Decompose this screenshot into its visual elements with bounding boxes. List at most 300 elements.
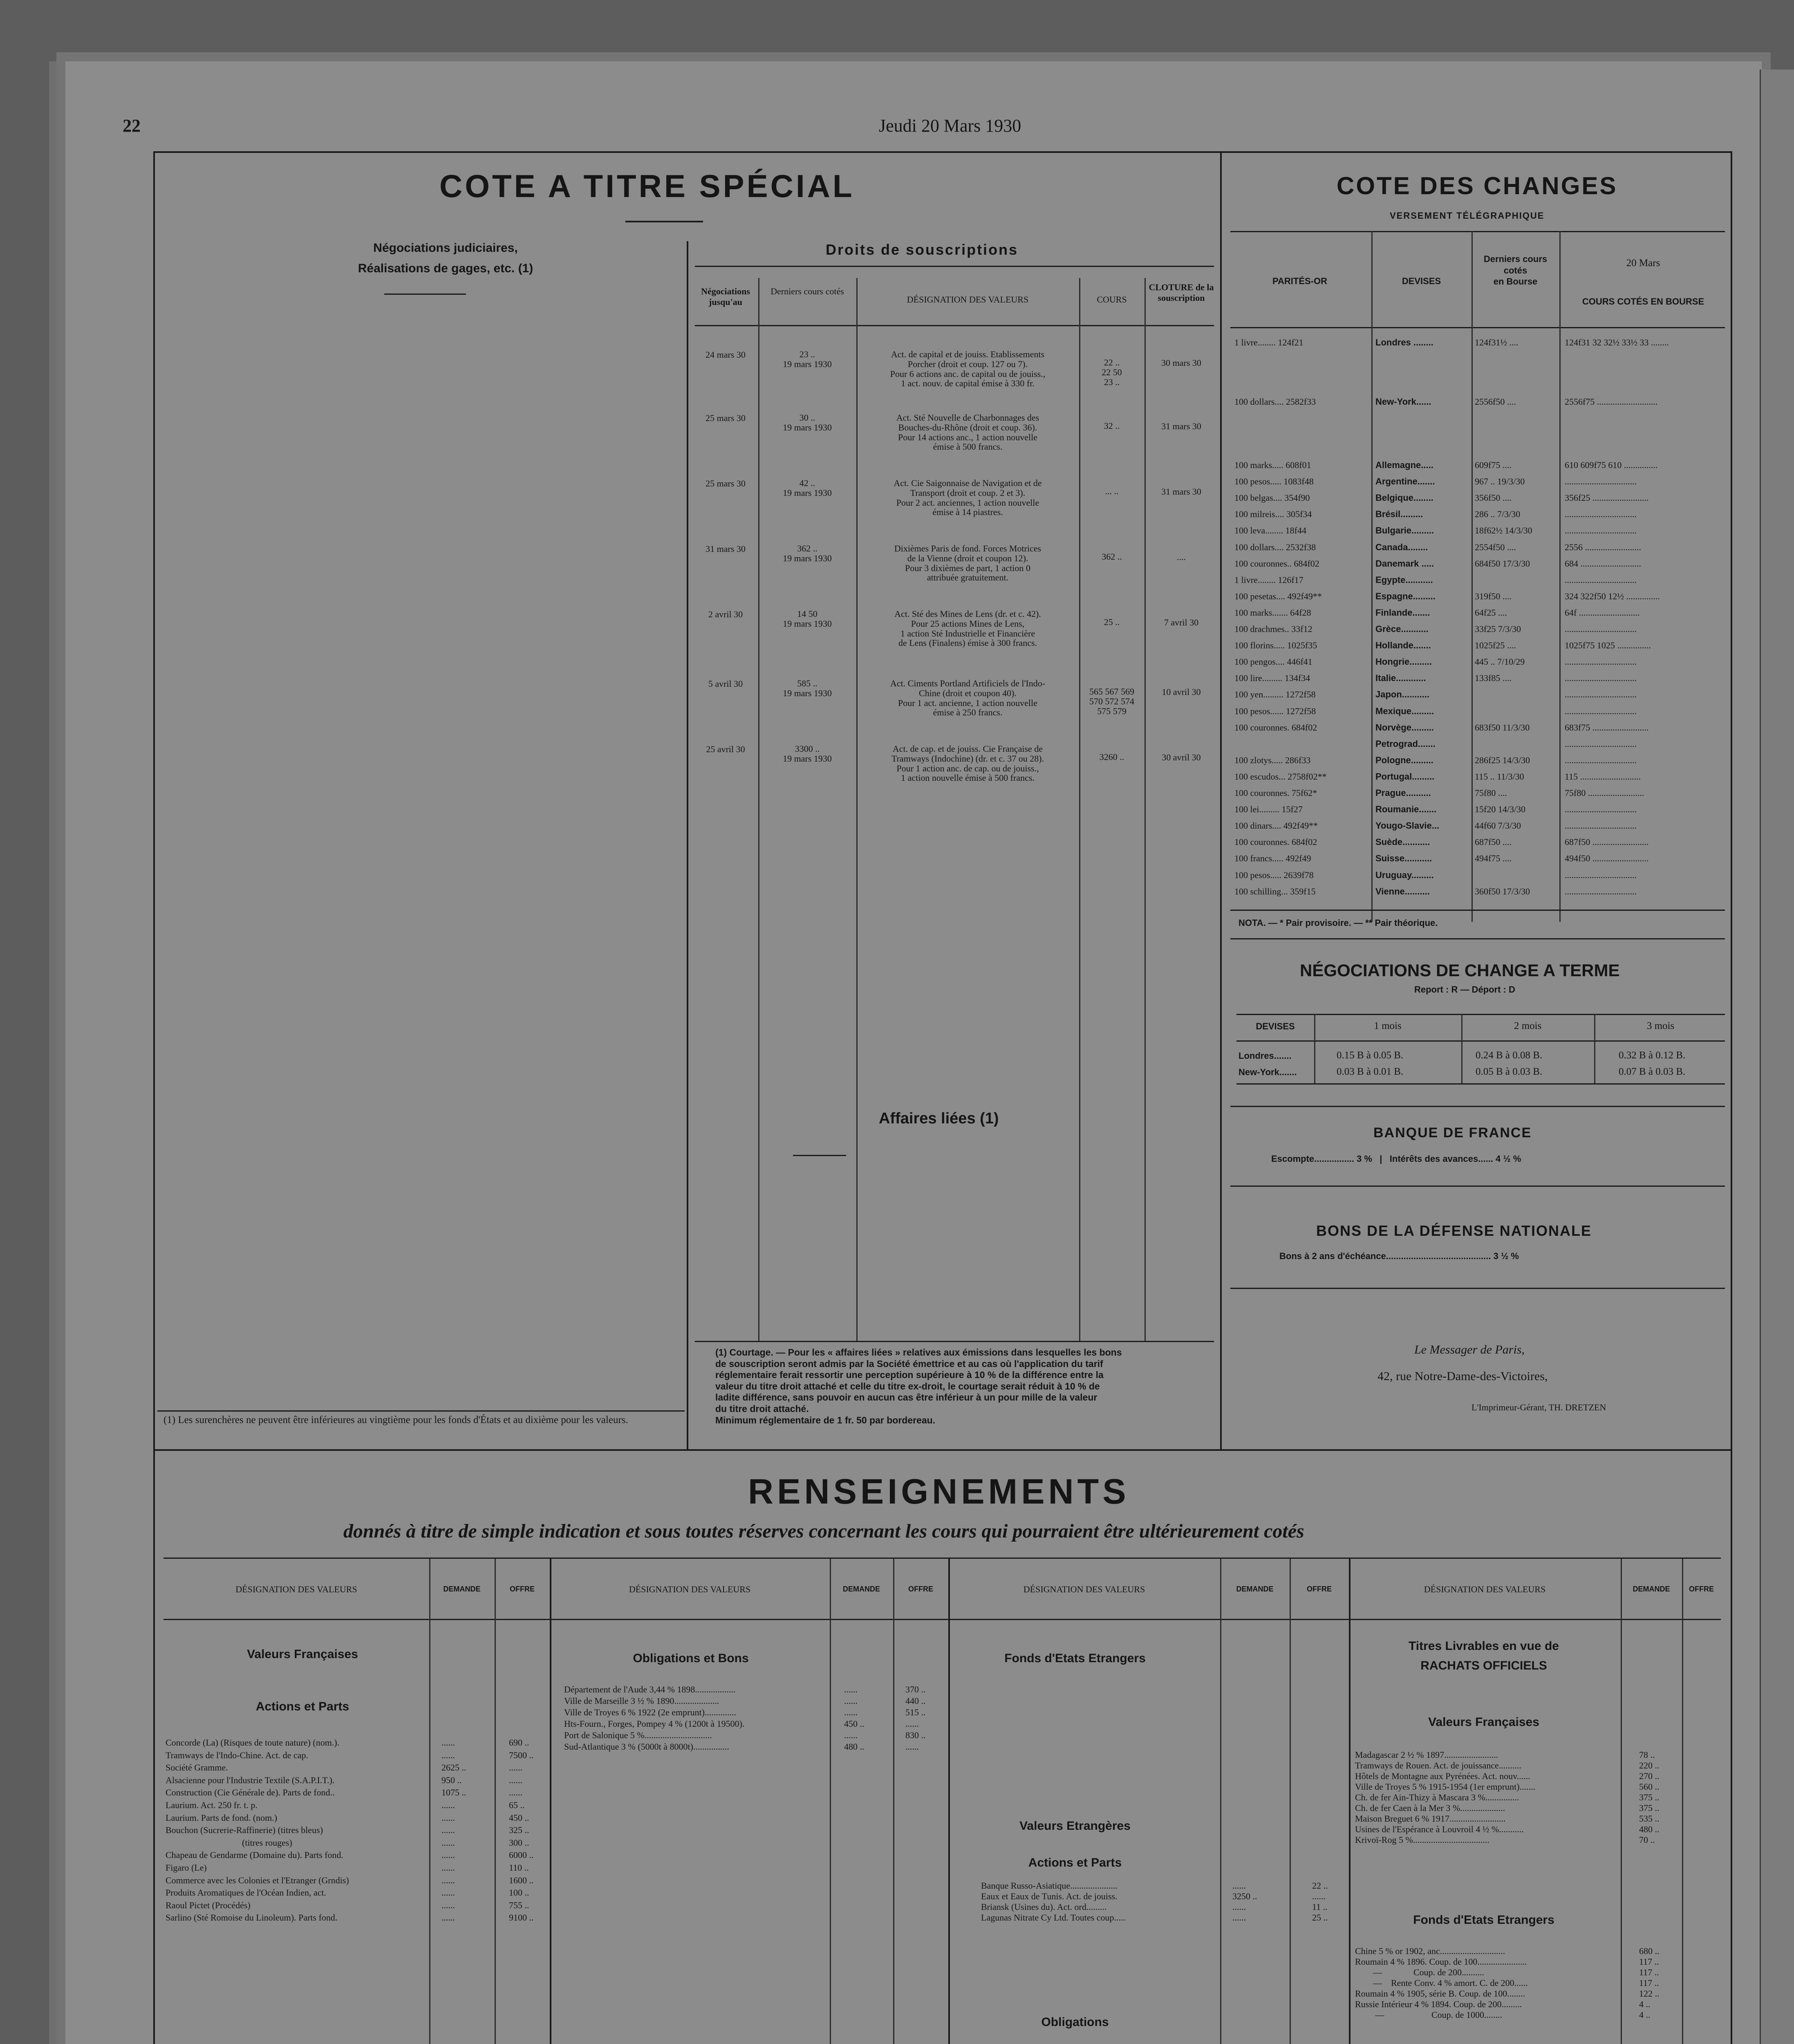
- changes-dernier: 2556f50 ....: [1475, 397, 1516, 407]
- terme-m2-1: 0.05 B à 0.03 B.: [1476, 1066, 1543, 1077]
- changes-dernier: 124f31½ ....: [1475, 337, 1519, 347]
- next-page-edge: [1760, 69, 1794, 2044]
- droits-head-cours: COURS: [1097, 294, 1127, 305]
- droits-date: 25 mars 30: [706, 478, 746, 489]
- droits-date: 5 avril 30: [708, 679, 743, 689]
- rens-item: 370 ..: [905, 1684, 926, 1694]
- rens-item: 450 ..: [509, 1813, 529, 1823]
- droits-cours: ... ..: [1105, 486, 1119, 496]
- droits-designation: Act. Sté Nouvelle de Charbonnages des Bouches-du-Rhône (droit et coup. 36). Pour 14 actions anc., 1 action nouvelle émise à 500 francs.: [896, 412, 1039, 452]
- changes-parite: 100 couronnes.. 684f02: [1234, 558, 1319, 569]
- rens-item: 11 ..: [1312, 1902, 1328, 1912]
- rens-item: ......: [441, 1750, 455, 1760]
- changes-dernier: 494f75 ....: [1475, 853, 1512, 863]
- rens-item: Laurium. Act. 250 fr. t. p.: [166, 1800, 258, 1810]
- changes-devise: Suède...........: [1375, 837, 1430, 847]
- changes-cours: ................................: [1565, 624, 1637, 634]
- changes-parite: 100 yen......... 1272f58: [1234, 689, 1316, 699]
- droits-designation: Act. Cie Saigonnaise de Navigation et de Transport (droit et coup. 2 et 3). Pour 2 act. anciennes, 1 action nouvelle émise à 14 piastres.: [894, 478, 1042, 518]
- rens-head-offre: OFFRE: [510, 1585, 535, 1593]
- droits-title: Droits de souscriptions: [826, 241, 1019, 258]
- changes-parite: 100 couronnes. 684f02: [1234, 722, 1317, 733]
- changes-dernier: 445 .. 7/10/29: [1475, 657, 1525, 667]
- rens-item: 680 ..: [1639, 1946, 1660, 1956]
- rens-head-designation: DÉSIGNATION DES VALEURS: [629, 1584, 751, 1594]
- changes-cours: 64f ...........................: [1565, 607, 1640, 618]
- droits-cloture: 30 mars 30: [1161, 358, 1201, 368]
- changes-cours: 2556f75 ...........................: [1565, 397, 1658, 407]
- rens-item: ......: [441, 1912, 455, 1923]
- droits-rule-top: [695, 266, 1214, 267]
- rens-item: ......: [844, 1696, 858, 1706]
- changes-devise: Norvège.........: [1375, 722, 1434, 733]
- changes-devise: Yougo-Slavie...: [1375, 820, 1440, 831]
- rens-item: 755 ..: [509, 1900, 529, 1910]
- changes-devise: New-York......: [1375, 397, 1431, 407]
- changes-dernier: 683f50 11/3/30: [1475, 722, 1530, 733]
- rens-head-offre: OFFRE: [908, 1585, 933, 1593]
- droits-head-cours-cote: Derniers cours cotés: [770, 286, 844, 296]
- rens-item: Raoul Pictet (Procédés): [166, 1900, 251, 1910]
- title-rule: [625, 221, 703, 222]
- rens-item: ......: [905, 1741, 919, 1752]
- rens-item: 480 ..: [1639, 1824, 1660, 1834]
- rens-item: 110 ..: [509, 1862, 529, 1873]
- changes-dernier: 684f50 17/3/30: [1475, 558, 1530, 569]
- rens-head-offre: OFFRE: [1307, 1585, 1332, 1593]
- cote-titre-title: COTE A TITRE SPÉCIAL: [439, 168, 855, 204]
- changes-parite: 1 livre........ 126f17: [1234, 575, 1304, 585]
- terme-rule-bottom: [1236, 1083, 1725, 1085]
- changes-parite: 100 francs..... 492f49: [1234, 853, 1311, 863]
- rens-item: 950 ..: [441, 1775, 462, 1785]
- rens-item: Russie Intérieur 4 % 1894. Coup. de 200.........: [1355, 1999, 1522, 2009]
- rens-item: 65 ..: [509, 1800, 525, 1810]
- rens-item: 1075 ..: [441, 1787, 466, 1797]
- changes-devise: Hongrie.........: [1375, 657, 1432, 667]
- page-spine: [49, 61, 65, 2044]
- changes-cours: 356f25 .........................: [1565, 493, 1649, 503]
- terme-sep-3: [1594, 1014, 1595, 1083]
- rens-sep-demande: [1220, 1559, 1221, 2044]
- rens-item: Commerce avec les Colonies et l'Etranger (Grndis): [166, 1875, 349, 1885]
- droits-cours: 32 ..: [1104, 421, 1120, 431]
- changes-dernier: 133f85 ....: [1475, 673, 1512, 683]
- changes-devise: Suisse...........: [1375, 853, 1432, 863]
- changes-cours: ................................: [1565, 886, 1637, 896]
- renseignements-subtitle: donnés à titre de simple indication et sous toutes réserves concernant les cours qui pourraient être ultérieurement cotés: [343, 1520, 1304, 1542]
- rens-col1-h1: Valeurs Françaises: [247, 1647, 358, 1661]
- droits-cours-cote: 3300 .. 19 mars 1930: [783, 744, 832, 764]
- rens-item: 4 ..: [1639, 1999, 1651, 2009]
- droits-head-date: Négociations jusqu'au: [701, 286, 750, 307]
- changes-head-date: 20 Mars: [1626, 258, 1660, 269]
- rens-item: 1600 ..: [509, 1875, 534, 1885]
- changes-dernier: 44f60 7/3/30: [1475, 820, 1521, 831]
- changes-devise: Argentine.......: [1375, 476, 1435, 486]
- rens-item: Tramways de l'Indo-Chine. Act. de cap.: [166, 1750, 308, 1760]
- renseignements-title: RENSEIGNEMENTS: [748, 1472, 1130, 1511]
- changes-cours: ................................: [1565, 706, 1637, 716]
- rens-item: 6000 ..: [509, 1850, 534, 1860]
- changes-parite: 100 dollars.... 2582f33: [1234, 397, 1316, 407]
- rens-item: ......: [509, 1787, 522, 1797]
- rens-item: — Coup. de 1000........: [1355, 2010, 1502, 2020]
- rens-item: 117 ..: [1639, 1967, 1659, 1977]
- changes-parite: 100 milreis.... 305f34: [1234, 509, 1312, 519]
- negociations-line2: Réalisations de gages, etc. (1): [358, 262, 533, 275]
- changes-devise: Espagne.........: [1375, 591, 1436, 601]
- terme-rule-top: [1236, 1014, 1725, 1015]
- droits-designation: Dixièmes Paris de fond. Forces Motrices de la Vienne (droit et coupon 12). Pour 3 dixièmes de part, 1 action 0 attribuée gratuitement.: [894, 543, 1041, 583]
- droits-col-sep-4: [1144, 278, 1146, 1341]
- rens-item: Tramways de Rouen. Act. de jouissance..........: [1355, 1760, 1521, 1771]
- rens-item: 300 ..: [509, 1838, 529, 1848]
- bons-title: BONS DE LA DÉFENSE NATIONALE: [1316, 1222, 1592, 1239]
- terme-sep-2: [1461, 1014, 1463, 1083]
- droits-cours-cote: 362 .. 19 mars 1930: [783, 543, 832, 564]
- rens-item: Roumain 4 % 1896. Coup. de 100......................: [1355, 1957, 1527, 1967]
- changes-parite: 1 livre........ 124f21: [1234, 337, 1304, 347]
- changes-dernier: 360f50 17/3/30: [1475, 886, 1530, 896]
- droits-cloture: ....: [1177, 552, 1186, 562]
- changes-subtitle: VERSEMENT TÉLÉGRAPHIQUE: [1390, 211, 1545, 221]
- rens-item: (titres rouges): [166, 1838, 292, 1848]
- rens-item: Roumain 4 % 1905, série B. Coup. de 100........: [1355, 1988, 1525, 1999]
- terme-title: NÉGOCIATIONS DE CHANGE A TERME: [1300, 961, 1620, 980]
- changes-col-sep-1: [1371, 231, 1373, 922]
- changes-dernier: 609f75 ....: [1475, 460, 1512, 470]
- changes-parite: 100 drachmes.. 33f12: [1234, 624, 1312, 634]
- rens-item: ......: [441, 1813, 455, 1823]
- changes-parite: 100 couronnes. 75f62*: [1234, 788, 1317, 798]
- rens-item: 535 ..: [1639, 1813, 1660, 1824]
- droits-date: 31 mars 30: [706, 544, 746, 554]
- droits-col-sep-2: [856, 278, 858, 1341]
- rens-sep-offre: [495, 1559, 496, 2044]
- droits-designation: Act. de capital et de jouiss. Etablissements Porcher (droit et coup. 127 ou 7). Pour 6 actions anc. de capital ou de jouiss., 1 act. nouv. de capital émise à 330 fr.: [890, 349, 1046, 389]
- changes-devise: Roumanie.......: [1375, 804, 1437, 814]
- rens-item: Sarlino (Sté Romoise du Linoleum). Parts fond.: [166, 1912, 338, 1923]
- changes-parite: 100 lire......... 134f34: [1234, 673, 1310, 683]
- changes-dernier: 18f62½ 14/3/30: [1475, 525, 1532, 536]
- droits-date: 2 avril 30: [708, 609, 743, 619]
- changes-parite: 100 leva........ 18f44: [1234, 525, 1306, 536]
- terme-rule-head: [1236, 1040, 1725, 1042]
- changes-devise: Portugal.........: [1375, 771, 1435, 782]
- changes-devise: Belgique........: [1375, 493, 1433, 503]
- changes-cours: 494f50 .........................: [1565, 853, 1649, 863]
- negociations-rule: [384, 294, 466, 295]
- rens-item: ......: [441, 1825, 455, 1835]
- rens-item: ......: [441, 1900, 455, 1910]
- rens-col3-h2: Valeurs Etrangères: [1019, 1819, 1131, 1833]
- rens-head-designation: DÉSIGNATION DES VALEURS: [1424, 1584, 1546, 1594]
- rens-item: 25 ..: [1312, 1912, 1328, 1923]
- rens-item: Maison Breguet 6 % 1917.........................: [1355, 1813, 1506, 1824]
- affaires-rule: [793, 1155, 846, 1156]
- changes-parite: 100 lei......... 15f27: [1234, 804, 1303, 814]
- rens-item: Ville de Marseille 3 ½ % 1890....................: [564, 1696, 719, 1706]
- changes-cours: 124f31 32 32½ 33½ 33 ........: [1565, 337, 1669, 347]
- rens-head-offre: OFFRE: [1689, 1585, 1714, 1593]
- rens-item: ......: [441, 1838, 455, 1848]
- rens-item: ......: [1232, 1880, 1246, 1891]
- changes-devise: Egypte...........: [1375, 575, 1433, 585]
- droits-col-sep-3: [1079, 278, 1080, 1341]
- rens-item: Ville de Troyes 5 % 1915-1954 (1er emprunt).......: [1355, 1782, 1536, 1792]
- rens-item: Ch. de fer Ain-Thizy à Mascara 3 %...............: [1355, 1792, 1519, 1802]
- banque-rule-top: [1230, 1106, 1725, 1107]
- droits-cours: 565 567 569 570 572 574 575 579: [1089, 686, 1134, 716]
- affaires-liees-title: Affaires liées (1): [879, 1110, 999, 1127]
- changes-devise: Japon...........: [1375, 689, 1430, 699]
- changes-col-sep-3: [1559, 231, 1561, 922]
- changes-parite: 100 marks..... 608f01: [1234, 460, 1311, 470]
- changes-rule-nota: [1230, 938, 1725, 939]
- droits-date: 25 mars 30: [706, 413, 746, 423]
- rens-item: 450 ..: [844, 1719, 865, 1729]
- rens-item: ......: [1232, 1902, 1246, 1912]
- rens-item: 70 ..: [1639, 1835, 1655, 1845]
- droits-designation: Act. Ciments Portland Artificiels de l'Indo- Chine (droit et coupon 40). Pour 1 act. ancienne, 1 action nouvelle émise à 250 francs.: [890, 678, 1046, 718]
- page-date: Jeudi 20 Mars 1930: [879, 116, 1021, 136]
- rens-item: ......: [441, 1862, 455, 1873]
- rens-item: 100 ..: [509, 1887, 529, 1898]
- rens-head-designation: DÉSIGNATION DES VALEURS: [235, 1584, 357, 1594]
- rens-item: Eaux et Eaux de Tunis. Act. de jouiss.: [981, 1891, 1118, 1901]
- changes-title: COTE DES CHANGES: [1337, 172, 1618, 199]
- changes-cours: 75f80 .........................: [1565, 788, 1644, 798]
- changes-devise: Uruguay.........: [1375, 870, 1434, 880]
- changes-cours: ................................: [1565, 804, 1637, 814]
- changes-dernier: 115 .. 11/3/30: [1475, 771, 1524, 782]
- changes-cours: ................................: [1565, 657, 1637, 667]
- rens-item: Hôtels de Montagne aux Pyrénées. Act. nouv......: [1355, 1771, 1530, 1781]
- changes-head-devises: DEVISES: [1402, 276, 1441, 286]
- changes-head-derniers: Derniers cours cotés en Bourse: [1483, 254, 1548, 287]
- rens-item: — Coup. de 200..........: [1355, 1967, 1484, 1977]
- droits-date: 25 avril 30: [706, 744, 745, 754]
- changes-cours: ................................: [1565, 673, 1637, 683]
- rens-item: Société Gramme.: [166, 1762, 228, 1773]
- rens-col2-h1: Obligations et Bons: [633, 1652, 749, 1665]
- droits-divider: [687, 241, 688, 1449]
- banque-line: Escompte................ 3 % | Intérêts des avances...... 4 ½ %: [1271, 1154, 1521, 1164]
- changes-parite: 100 dinars.... 492f49**: [1234, 820, 1318, 831]
- rens-item: ......: [1232, 1912, 1246, 1923]
- rens-item: Hts-Fourn., Forges, Pompey 4 % (1200t à 19500).: [564, 1719, 745, 1729]
- changes-cours: 2556 .........................: [1565, 542, 1641, 552]
- page-number: 22: [123, 116, 141, 136]
- changes-parite: 100 couronnes. 684f02: [1234, 837, 1317, 847]
- rens-head-demande: DEMANDE: [1236, 1585, 1274, 1593]
- droits-cloture: 31 mars 30: [1161, 421, 1201, 431]
- terme-m1-0: 0.15 B à 0.05 B.: [1337, 1050, 1404, 1061]
- terme-devise-1: New-York.......: [1239, 1067, 1297, 1077]
- rens-item: ......: [441, 1875, 455, 1885]
- rens-col4-h1b: RACHATS OFFICIELS: [1420, 1659, 1547, 1672]
- changes-head-cours: COURS COTÉS EN BOURSE: [1582, 296, 1704, 307]
- droits-cours-cote: 30 .. 19 mars 1930: [783, 412, 832, 433]
- changes-devise: Brésil.........: [1375, 509, 1423, 519]
- rens-item: ......: [441, 1887, 455, 1898]
- rens-item: 690 ..: [509, 1737, 529, 1748]
- rens-head-designation: DÉSIGNATION DES VALEURS: [1023, 1584, 1145, 1594]
- droits-rule-head: [695, 325, 1214, 326]
- changes-dernier: 2554f50 ....: [1475, 542, 1516, 552]
- rens-item: 375 ..: [1639, 1803, 1660, 1813]
- rens-sep-col: [550, 1559, 551, 2044]
- rens-item: 7500 ..: [509, 1750, 534, 1760]
- rens-item: Sud-Atlantique 3 % (5000t à 8000t)................: [564, 1741, 729, 1752]
- droits-head-designation: DÉSIGNATION DES VALEURS: [907, 294, 1029, 305]
- changes-devise: Danemark .....: [1375, 558, 1434, 569]
- terme-m3-1: 0.07 B à 0.03 B.: [1619, 1066, 1686, 1077]
- changes-devise: Pologne.........: [1375, 755, 1433, 765]
- rens-item: 4 ..: [1639, 2010, 1651, 2020]
- changes-dernier: 967 .. 19/3/30: [1475, 476, 1525, 486]
- rens-item: Madagascar 2 ½ % 1897........................: [1355, 1750, 1498, 1760]
- changes-cours: 610 609f75 610 ...............: [1565, 460, 1658, 470]
- droits-head-cloture: CLOTURE de la souscription: [1149, 282, 1214, 303]
- changes-divider: [1220, 151, 1222, 1449]
- rens-item: Ch. de fer Caen à la Mer 3 %....................: [1355, 1803, 1505, 1813]
- changes-parite: 100 florins..... 1025f35: [1234, 640, 1317, 650]
- changes-devise: Canada........: [1375, 542, 1428, 552]
- rens-col4-h3: Fonds d'Etats Etrangers: [1413, 1913, 1554, 1927]
- rens-col4-h1: Titres Livrables en vue de: [1409, 1639, 1559, 1653]
- rens-item: 560 ..: [1639, 1782, 1660, 1792]
- droits-cloture: 10 avril 30: [1162, 687, 1201, 697]
- rens-item: Figaro (Le): [166, 1862, 207, 1873]
- changes-parite: 100 pesetas.... 492f49**: [1234, 591, 1322, 601]
- changes-rule-bottom: [1230, 910, 1725, 911]
- rens-item: 220 ..: [1639, 1760, 1660, 1771]
- rens-item: Concorde (La) (Risques de toute nature) (nom.).: [166, 1737, 340, 1748]
- rens-item: 2625 ..: [441, 1762, 466, 1773]
- droits-cours-cote: 585 .. 19 mars 1930: [783, 678, 832, 699]
- cote-titre-footnote: (1) Les surenchères ne peuvent être inférieures au vingtième pour les fonds d'États et au dixième pour les valeurs.: [163, 1414, 628, 1425]
- rens-item: 9100 ..: [509, 1912, 534, 1923]
- rens-item: 22 ..: [1312, 1880, 1328, 1891]
- negociations-line1: Négociations judiciaires,: [373, 241, 518, 255]
- rens-item: ......: [441, 1850, 455, 1860]
- rens-sep-demande: [830, 1559, 831, 2044]
- changes-dernier: 687f50 ....: [1475, 837, 1512, 847]
- changes-dernier: 75f80 ....: [1475, 788, 1507, 798]
- banque-rule-bottom: [1230, 1186, 1725, 1187]
- changes-devise: Petrograd.......: [1375, 739, 1436, 749]
- changes-cours: 687f50 .........................: [1565, 837, 1649, 847]
- rens-sep-col: [948, 1559, 950, 2044]
- changes-dernier: 64f25 ....: [1475, 607, 1507, 618]
- imprint-line3: L'Imprimeur-Gérant, TH. DRETZEN: [1471, 1402, 1606, 1412]
- changes-dernier: 286 .. 7/3/30: [1475, 509, 1521, 519]
- rens-item: Chine 5 % or 1902, anc.............................: [1355, 1946, 1505, 1956]
- rens-sep-demande: [429, 1559, 430, 2044]
- changes-parite: 100 escudos... 2758f02**: [1234, 771, 1327, 782]
- rens-item: ......: [441, 1737, 455, 1748]
- droits-cloture: 30 avril 30: [1162, 752, 1201, 762]
- changes-devise: Bulgarie.........: [1375, 525, 1434, 536]
- changes-parite: 100 pesos..... 1083f48: [1234, 476, 1314, 486]
- terme-head-2mois: 2 mois: [1514, 1020, 1542, 1031]
- section-divider: [153, 1449, 1731, 1451]
- terme-subtitle: Report : R — Déport : D: [1414, 984, 1515, 995]
- changes-cours: 684 ...........................: [1565, 558, 1641, 569]
- droits-cours: 25 ..: [1104, 617, 1120, 627]
- changes-devise: Italie............: [1375, 673, 1426, 683]
- changes-cours: 1025f75 1025 ...............: [1565, 640, 1651, 650]
- changes-dernier: 33f25 7/3/30: [1475, 624, 1521, 634]
- droits-cours-cote: 14 50 19 mars 1930: [783, 609, 832, 629]
- bons-rule-bottom: [1230, 1288, 1725, 1289]
- rens-head-demande: DEMANDE: [1633, 1585, 1670, 1593]
- rens-item: 440 ..: [905, 1696, 926, 1706]
- rens-sep-demande: [1621, 1559, 1622, 2044]
- terme-m1-1: 0.03 B à 0.01 B.: [1337, 1066, 1404, 1077]
- rens-item: — Rente Conv. 4 % amort. C. de 200......: [1355, 1978, 1528, 1988]
- changes-cours: 683f75 .........................: [1565, 722, 1649, 733]
- terme-m3-0: 0.32 B à 0.12 B.: [1619, 1050, 1686, 1061]
- changes-dernier: 356f50 ....: [1475, 493, 1512, 503]
- rens-item: Alsacienne pour l'Industrie Textile (S.A.P.I.T.).: [166, 1775, 335, 1785]
- changes-devise: Allemagne.....: [1375, 460, 1433, 470]
- rens-item: ......: [844, 1707, 858, 1717]
- changes-cours: ................................: [1565, 820, 1637, 831]
- rens-item: ......: [509, 1762, 522, 1773]
- terme-head-1mois: 1 mois: [1374, 1020, 1402, 1031]
- rens-rule-top: [163, 1558, 1721, 1559]
- changes-parite: 100 dollars.... 2532f38: [1234, 542, 1316, 552]
- droits-col-sep-1: [758, 278, 759, 1341]
- rens-col3-h4: Obligations: [1041, 2015, 1109, 2029]
- changes-parite: 100 schilling... 359f15: [1234, 886, 1316, 896]
- rens-sep-col: [1349, 1559, 1351, 2044]
- rens-col1-h2: Actions et Parts: [255, 1700, 349, 1713]
- rens-head-demande: DEMANDE: [842, 1585, 880, 1593]
- bons-line: Bons à 2 ans d'échéance.......................................... 3 ½ %: [1279, 1251, 1519, 1261]
- rens-item: 270 ..: [1639, 1771, 1660, 1781]
- rens-item: Bouchon (Sucrerie-Raffinerie) (titres bleus): [166, 1825, 323, 1835]
- changes-cours: ................................: [1565, 755, 1637, 765]
- rens-item: 78 ..: [1639, 1750, 1655, 1760]
- terme-devise-0: Londres.......: [1239, 1051, 1292, 1061]
- rens-item: ......: [905, 1719, 919, 1729]
- rens-item: Lagunas Nitrate Cy Ltd. Toutes coup.....: [981, 1912, 1126, 1923]
- changes-cours: ................................: [1565, 575, 1637, 585]
- changes-cours: 324 322f50 12½ ...............: [1565, 591, 1660, 601]
- changes-dernier: 1025f25 ....: [1475, 640, 1516, 650]
- changes-dernier: 15f20 14/3/30: [1475, 804, 1526, 814]
- droits-cours-cote: 42 .. 19 mars 1930: [783, 478, 832, 498]
- changes-parite: 100 pengos.... 446f41: [1234, 657, 1312, 667]
- changes-dernier: 286f25 14/3/30: [1475, 755, 1530, 765]
- changes-parite: 100 pesos...... 1272f58: [1234, 706, 1316, 716]
- rens-item: 3250 ..: [1232, 1891, 1257, 1901]
- changes-devise: Hollande.......: [1375, 640, 1431, 650]
- changes-parite: 100 belgas.... 354f90: [1234, 493, 1310, 503]
- changes-devise: Mexique.........: [1375, 706, 1434, 716]
- droits-cloture: 31 mars 30: [1161, 486, 1201, 497]
- rens-item: 325 ..: [509, 1825, 529, 1835]
- droits-designation: Act. Sté des Mines de Lens (dr. et c. 42). Pour 25 actions Mines de Lens, 1 action Sté Industrielle et Financière de Lens (Finalens) émise à 300 francs.: [894, 609, 1041, 648]
- rens-item: Banque Russo-Asiatique.....................: [981, 1880, 1118, 1891]
- imprint-line2: 42, rue Notre-Dame-des-Victoires,: [1377, 1369, 1548, 1383]
- rens-item: 117 ..: [1639, 1957, 1659, 1967]
- rens-item: 480 ..: [844, 1741, 865, 1752]
